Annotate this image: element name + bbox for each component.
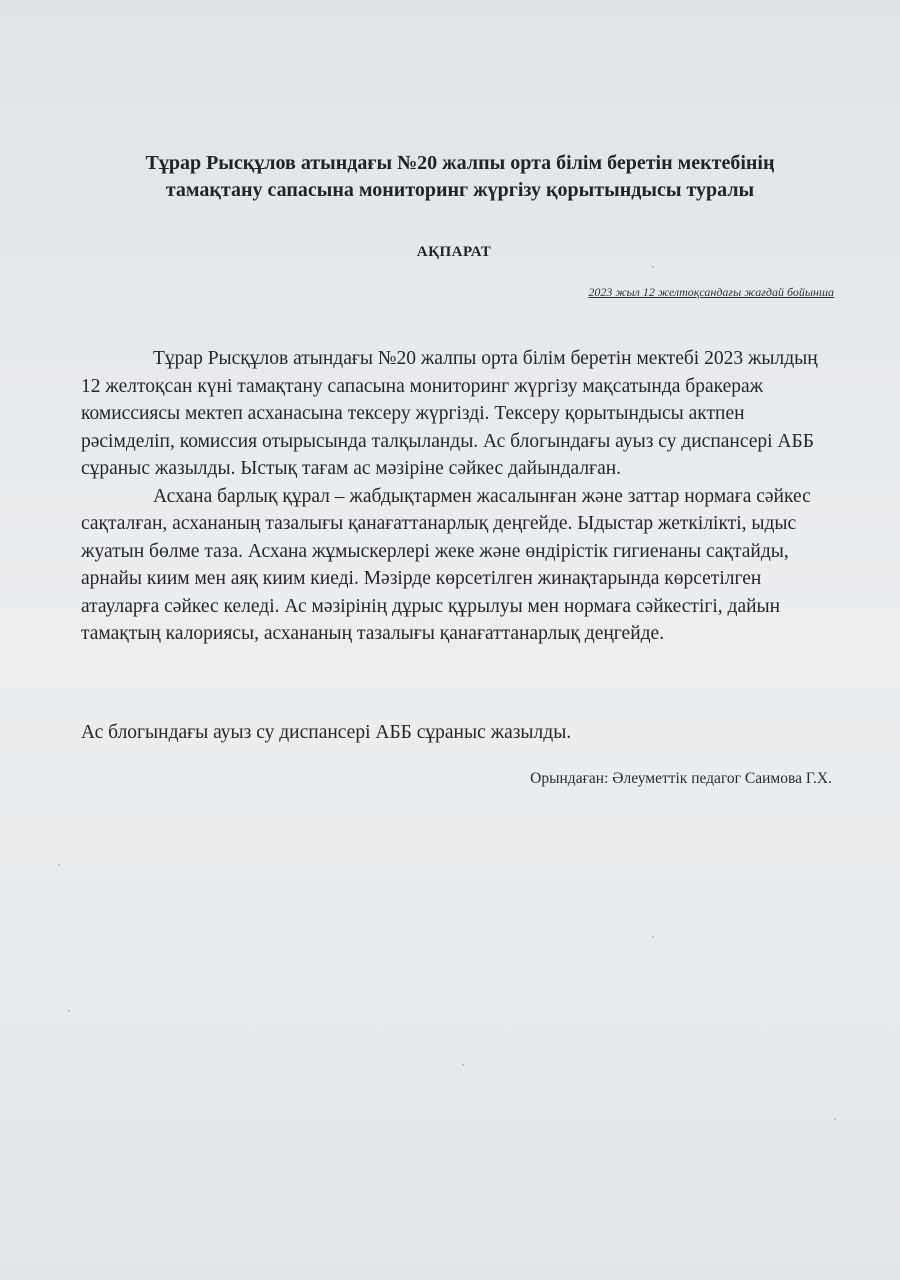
- paper-speck: [58, 864, 60, 866]
- paper-speck: [834, 1118, 836, 1120]
- paper-speck: [652, 266, 654, 268]
- document-title: [90, 150, 830, 204]
- title-line-2: тамақтану сапасына мониторинг жүргізу қорытындысы туралы: [165, 179, 755, 201]
- title-line-1: Тұрар Рысқұлов атындағы №20 жалпы орта білім беретін мектебінің: [145, 152, 775, 174]
- date-note: 2023 жыл 12 желтоқсандағы жағдай бойынша: [588, 285, 834, 299]
- paper-speck: [68, 1010, 70, 1012]
- document-heading: АҚПАРАТ: [416, 244, 492, 260]
- closing-sentence: Ас блогындағы ауыз су диспансері АББ сұраныс жазылды.: [81, 722, 572, 743]
- paragraph-2: Асхана барлық құрал – жабдықтармен жасалынған және заттар нормаға сәйкес сақталған, асхананың тазалығы қанағаттанарлық деңгейде. Ыдыстар жеткілікті, ыдыс жуатын бөлме таза. Асхана жұмыскерлері жеке және өндірістік гигиенаны сақтайды, арнайы киим мен аяқ киим киеді. Мәзірде көрсетілген жинақтарында көрсетілген атауларға сәйкес келеді. Ас мәзірінің дұрыс құрылуы мен нормаға сәйкестігі, дайын тамақтың калориясы, асхананың тазалығы қанағаттанарлық деңгейде.: [81, 485, 811, 644]
- paper-speck: [462, 1064, 464, 1066]
- paper-speck: [652, 936, 654, 938]
- document-body: [81, 345, 841, 648]
- paragraph-1: Тұрар Рысқұлов атындағы №20 жалпы орта білім беретін мектебі 2023 жылдың 12 желтоқсан күні тамақтану сапасына мониторинг жүргізу мақсатында бракераж комиссиясы мектеп асханасына тексеру жүргізді. Тексеру қорытындысы актпен рәсімделіп, комиссия отырысында талқыланды. Ас блогындағы ауыз су диспансері АББ сұраныс жазылды. Ыстық тағам ас мәзіріне сәйкес дайындалған.: [81, 348, 818, 479]
- signature-line: Орындаған: Әлеуметтік педагог Саимова Г.Х.: [530, 770, 832, 787]
